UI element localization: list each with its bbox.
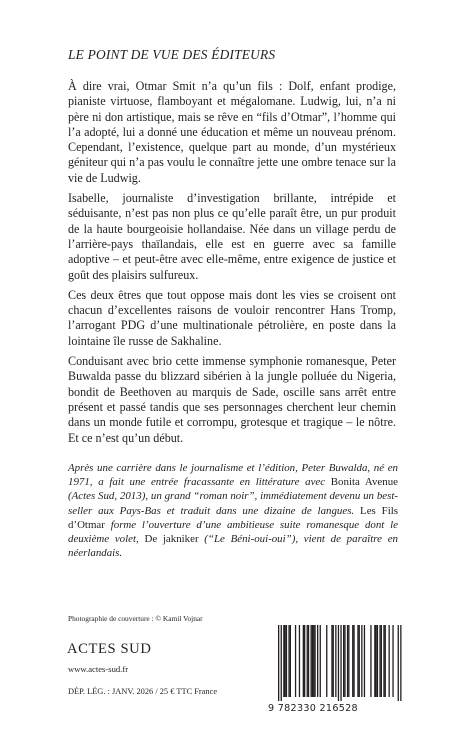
barcode-icon: [268, 625, 408, 705]
barcode-bar: [335, 625, 336, 697]
book-title: Bonita Avenue: [330, 476, 398, 489]
barcode-bar: [357, 625, 358, 697]
book-title: Les Fils d’Otmar: [68, 504, 399, 531]
cover-photo-credit: Photographie de couverture : © Kamil Vojnar: [68, 614, 203, 623]
synopsis-paragraph: À dire vrai, Otmar Smit n’a qu’un fils : Dolf, enfant prodige, pianiste virtuose, flamboyant et mégalomane. Ludwig, lui, n’a ni père ni don artistique, mais se rêve en “fils d’Otmar”, l’homme qui l’a adopté, lui a donné une éducation et même un nouveau prénom. Cependant, l’existence, quelque part au monde, d’un mystérieux géniteur qui n’a pas voulu le connaître jette une ombre tenace sur la vie de Ludwig.: [68, 79, 396, 185]
barcode-bar: [314, 625, 315, 697]
barcode-bar: [392, 625, 393, 697]
publisher-website: www.actes-sud.fr: [68, 664, 129, 674]
barcode-bar: [295, 625, 296, 697]
barcode-bar: [278, 625, 279, 701]
barcode-bar: [286, 625, 287, 697]
synopsis-paragraph: Conduisant avec brio cette immense symphonie romanesque, Peter Buwalda passe du blizzard sibérien à la jungle polluée du Nigeria, bondit de Beethoven au marquis de Sade, oscille sans arrêt entre présent et passé tandis que ses personnages cherchent leur chemin dans un monde futile et corrompu, grotesque et tragique – le nôtre. Et ce n’est qu’un début.: [68, 354, 396, 445]
legal-deposit-price: DÉP. LÉG. : JANV. 2026 / 25 € TTC France: [68, 687, 218, 696]
bio-text: forme l’ouverture d’une ambitieuse suite romanesque dont le deuxième volet,: [68, 518, 398, 546]
barcode-bar: [364, 625, 365, 697]
barcode-bar: [389, 625, 390, 697]
barcode-bar: [299, 625, 300, 697]
barcode-bar: [303, 625, 304, 697]
barcode-bar: [308, 625, 309, 697]
barcode-bar: [383, 625, 384, 697]
barcode-bar: [285, 625, 286, 697]
barcode-bar: [304, 625, 305, 697]
barcode-bar: [359, 625, 360, 697]
barcode-bar: [381, 625, 382, 697]
barcode-bar: [376, 625, 377, 697]
synopsis: [68, 79, 396, 451]
barcode-bar: [344, 625, 345, 697]
author-bio: [68, 461, 398, 560]
isbn-number: 9 782330 216528: [268, 703, 358, 714]
barcode-bar: [312, 625, 313, 697]
barcode-bar: [317, 625, 318, 697]
barcode-bar: [340, 625, 341, 701]
synopsis-paragraph: Ces deux êtres que tout oppose mais dont les vies se croisent ont chacun d’excellentes raisons de vouloir rencontrer Hans Tromp, l’arrogant PDG d’une multinationale pétrolière, en poste dans la lointaine île russe de Sakhaline.: [68, 287, 396, 348]
barcode-bar: [370, 625, 371, 697]
section-title: LE POINT DE VUE DES ÉDITEURS: [68, 47, 276, 62]
barcode-bar: [343, 625, 344, 697]
barcode-bar: [374, 625, 375, 697]
barcode-bar: [353, 625, 354, 697]
barcode-bar: [377, 625, 378, 697]
barcode-bar: [283, 625, 284, 697]
barcode-bar: [379, 625, 380, 697]
book-title: De jakniker: [144, 533, 199, 546]
barcode-bar: [361, 625, 362, 697]
barcode-bar: [348, 625, 349, 697]
bio-text: (“Le Béni-oui-oui”), vient de paraître en néerlandais.: [68, 533, 398, 560]
isbn-barcode: [268, 625, 408, 717]
barcode-bar: [400, 625, 401, 701]
barcode-bar: [385, 625, 386, 697]
barcode-bar: [313, 625, 314, 697]
barcode-bar: [307, 625, 308, 697]
barcode-bar: [326, 625, 327, 697]
barcode-bar: [281, 625, 282, 701]
publisher-logo: ACTES SUD: [67, 641, 152, 657]
barcode-bar: [352, 625, 353, 697]
barcode-bar: [320, 625, 321, 697]
barcode-bar: [333, 625, 334, 697]
barcode-bar: [311, 625, 312, 697]
barcode-bar: [347, 625, 348, 697]
barcode-bar: [331, 625, 332, 697]
bio-text: Après une carrière dans le journalisme et l’édition, Peter Buwalda, né en 1971, a fait une entrée fracassante en littérature avec: [68, 462, 398, 489]
bio-text: (Actes Sud, 2013), un grand “roman noir”, immédiatement devenu un best-seller aux Pays-Bas et traduit dans une dizaine de langues.: [68, 490, 398, 517]
barcode-bar: [290, 625, 291, 697]
barcode-bar: [288, 625, 289, 697]
synopsis-paragraph: Isabelle, journaliste d’investigation brillante, intrépide et séduisante, n’est pas non plus ce qu’elle paraît être, un pur produit de la haute bourgeoisie hollandaise. Née dans un village perdu de l’arrière-pays thaïlandais, elle est en guerre avec sa famille adoptive – et peut-être avec elle-même, entre exigence de justice et goût des plaisirs sulfureux.: [68, 191, 396, 282]
barcode-bar: [338, 625, 339, 701]
barcode-bar: [398, 625, 399, 701]
